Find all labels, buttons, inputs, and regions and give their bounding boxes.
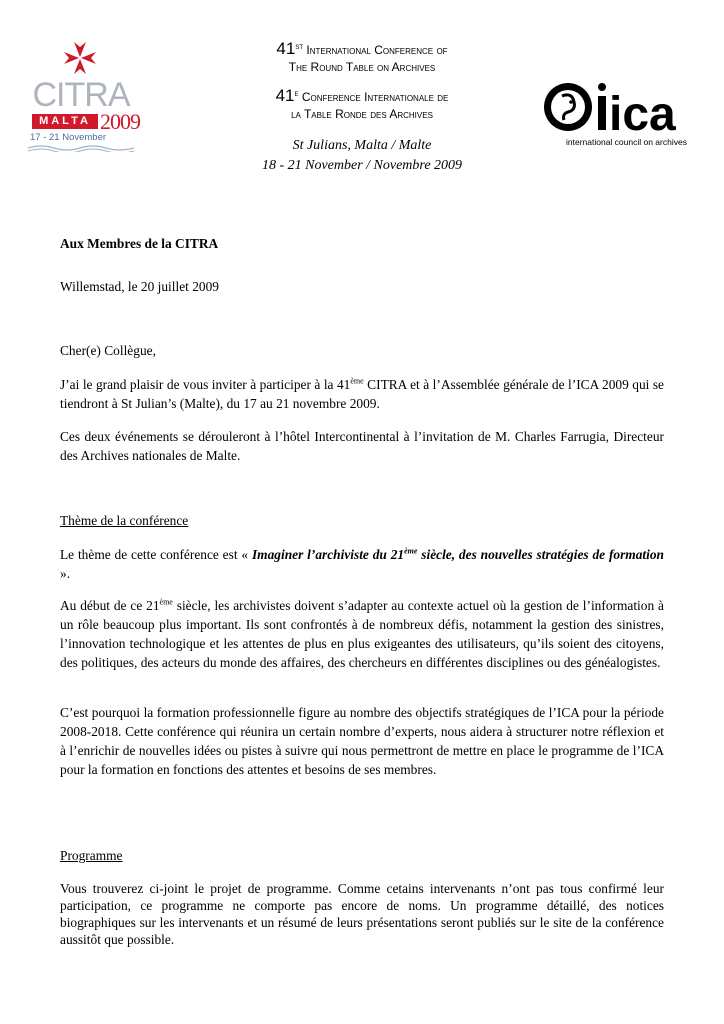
p3-part-a: Le thème de cette conférence est « (60, 547, 252, 562)
paragraph-venue: Ces deux événements se dérouleront à l’hôtel Intercontinental à l’invitation de M. Charles Farrugia, Directeur des Archives nationales de Malte. (60, 429, 664, 463)
heading-en-line1 (172, 38, 552, 59)
p3-emphasis-1: Imaginer l’archiviste du 21 (251, 547, 405, 562)
heading-theme: Thème de la conférence (60, 513, 189, 528)
p4-sup: ème (159, 597, 173, 607)
citra-logo-word: CITRA (32, 76, 130, 114)
heading-fr-line2: la Table Ronde des Archives (291, 107, 433, 121)
citra-logo-dates: 17 - 21 November (30, 132, 107, 143)
paragraph-theme (60, 545, 664, 583)
place-date: Willemstad, le 20 juillet 2009 (60, 279, 220, 294)
heading-fr-text: Conference Internationale de (301, 90, 449, 104)
paragraph-invitation (60, 375, 664, 413)
heading-fr-number: 41 (275, 86, 295, 105)
venue-dates: 18 - 21 November / Novembre 2009 (261, 158, 463, 173)
ica-logo-word: ica (609, 88, 676, 136)
p3-emphasis-2: siècle, des nouvelles stratégies de formation (417, 547, 665, 562)
p1-sup: ème (350, 376, 364, 386)
heading-en-number: 41 (276, 39, 296, 58)
heading-en-sup: st (295, 42, 304, 51)
ica-emblem-icon (542, 78, 692, 136)
venue: St Julians, Malta / Malte (292, 138, 432, 153)
paragraph-programme: Vous trouverez ci-joint le projet de programme. Comme cetains intervenants n’ont pas tous confirmé leur participation, ce programme ne comporte pas encore de noms. Un programme détaillé, des notices biographiques sur les intervenants et un résumé de leurs présentations seront publiés sur le site de la conférence aussitôt que possible. (60, 881, 664, 947)
citra-logo-band: MALTA (32, 114, 98, 129)
paragraph-strategy: C’est pourquoi la formation professionnelle figure au nombre des objectifs stratégiques de l’ICA pour la période 2008-2018. Cette conférence qui réunira un certain nombre d’experts, nous aidera à structurer notre réflexion et à l’enrichir de nouvelles idées ou pistes à suivre qui nous permettront de mettre en place le programme de l’ICA pour la formation en fonctions des attentes et besoins de ses membres. (60, 705, 664, 777)
wave-decoration (28, 144, 134, 152)
p4-part-a: Au début de ce 21 (60, 598, 160, 613)
paragraph-context (60, 596, 664, 672)
p1-part-a: J’ai le grand plaisir de vous inviter à participer à la 41 (60, 377, 351, 392)
heading-en-text: International Conference of (306, 43, 448, 57)
p1-part-b: CITRA et à l’Assemblée générale de l’ICA 2009 qui se tiendront à St Julian’s (Malte), du 17 au 21 novembre 2009. (60, 377, 665, 411)
ica-tagline: international council on archives (566, 137, 687, 147)
p3-sup: ème (404, 546, 418, 556)
heading-en-line2: The Round Table on Archives (288, 60, 436, 74)
p4-part-b: siècle, les archivistes doivent s’adapter au contexte actuel où la gestion de l’information à un rôle beaucoup plus important. Ils sont confrontés à de nombreux défis, notamment la gestion des sinistres, l’innovation technologique et les attentes de plus en plus exigeantes des utilisateurs, qu’ils soient des citoyens, des politiques, des acteurs du monde des affaires, des chercheurs en différentes disciplines ou des généalogistes. (60, 598, 664, 670)
citra-logo (28, 40, 140, 152)
citra-logo-year: 2009 (100, 109, 140, 134)
addressee: Aux Membres de la CITRA (60, 236, 219, 251)
heading-programme: Programme (60, 848, 123, 863)
p3-part-b: ». (60, 566, 71, 581)
conference-heading (172, 38, 552, 175)
maltese-cross-icon (62, 40, 98, 76)
heading-fr-line1 (172, 85, 552, 106)
heading-fr-sup: e (294, 89, 299, 98)
salutation: Cher(e) Collègue, (60, 343, 156, 358)
